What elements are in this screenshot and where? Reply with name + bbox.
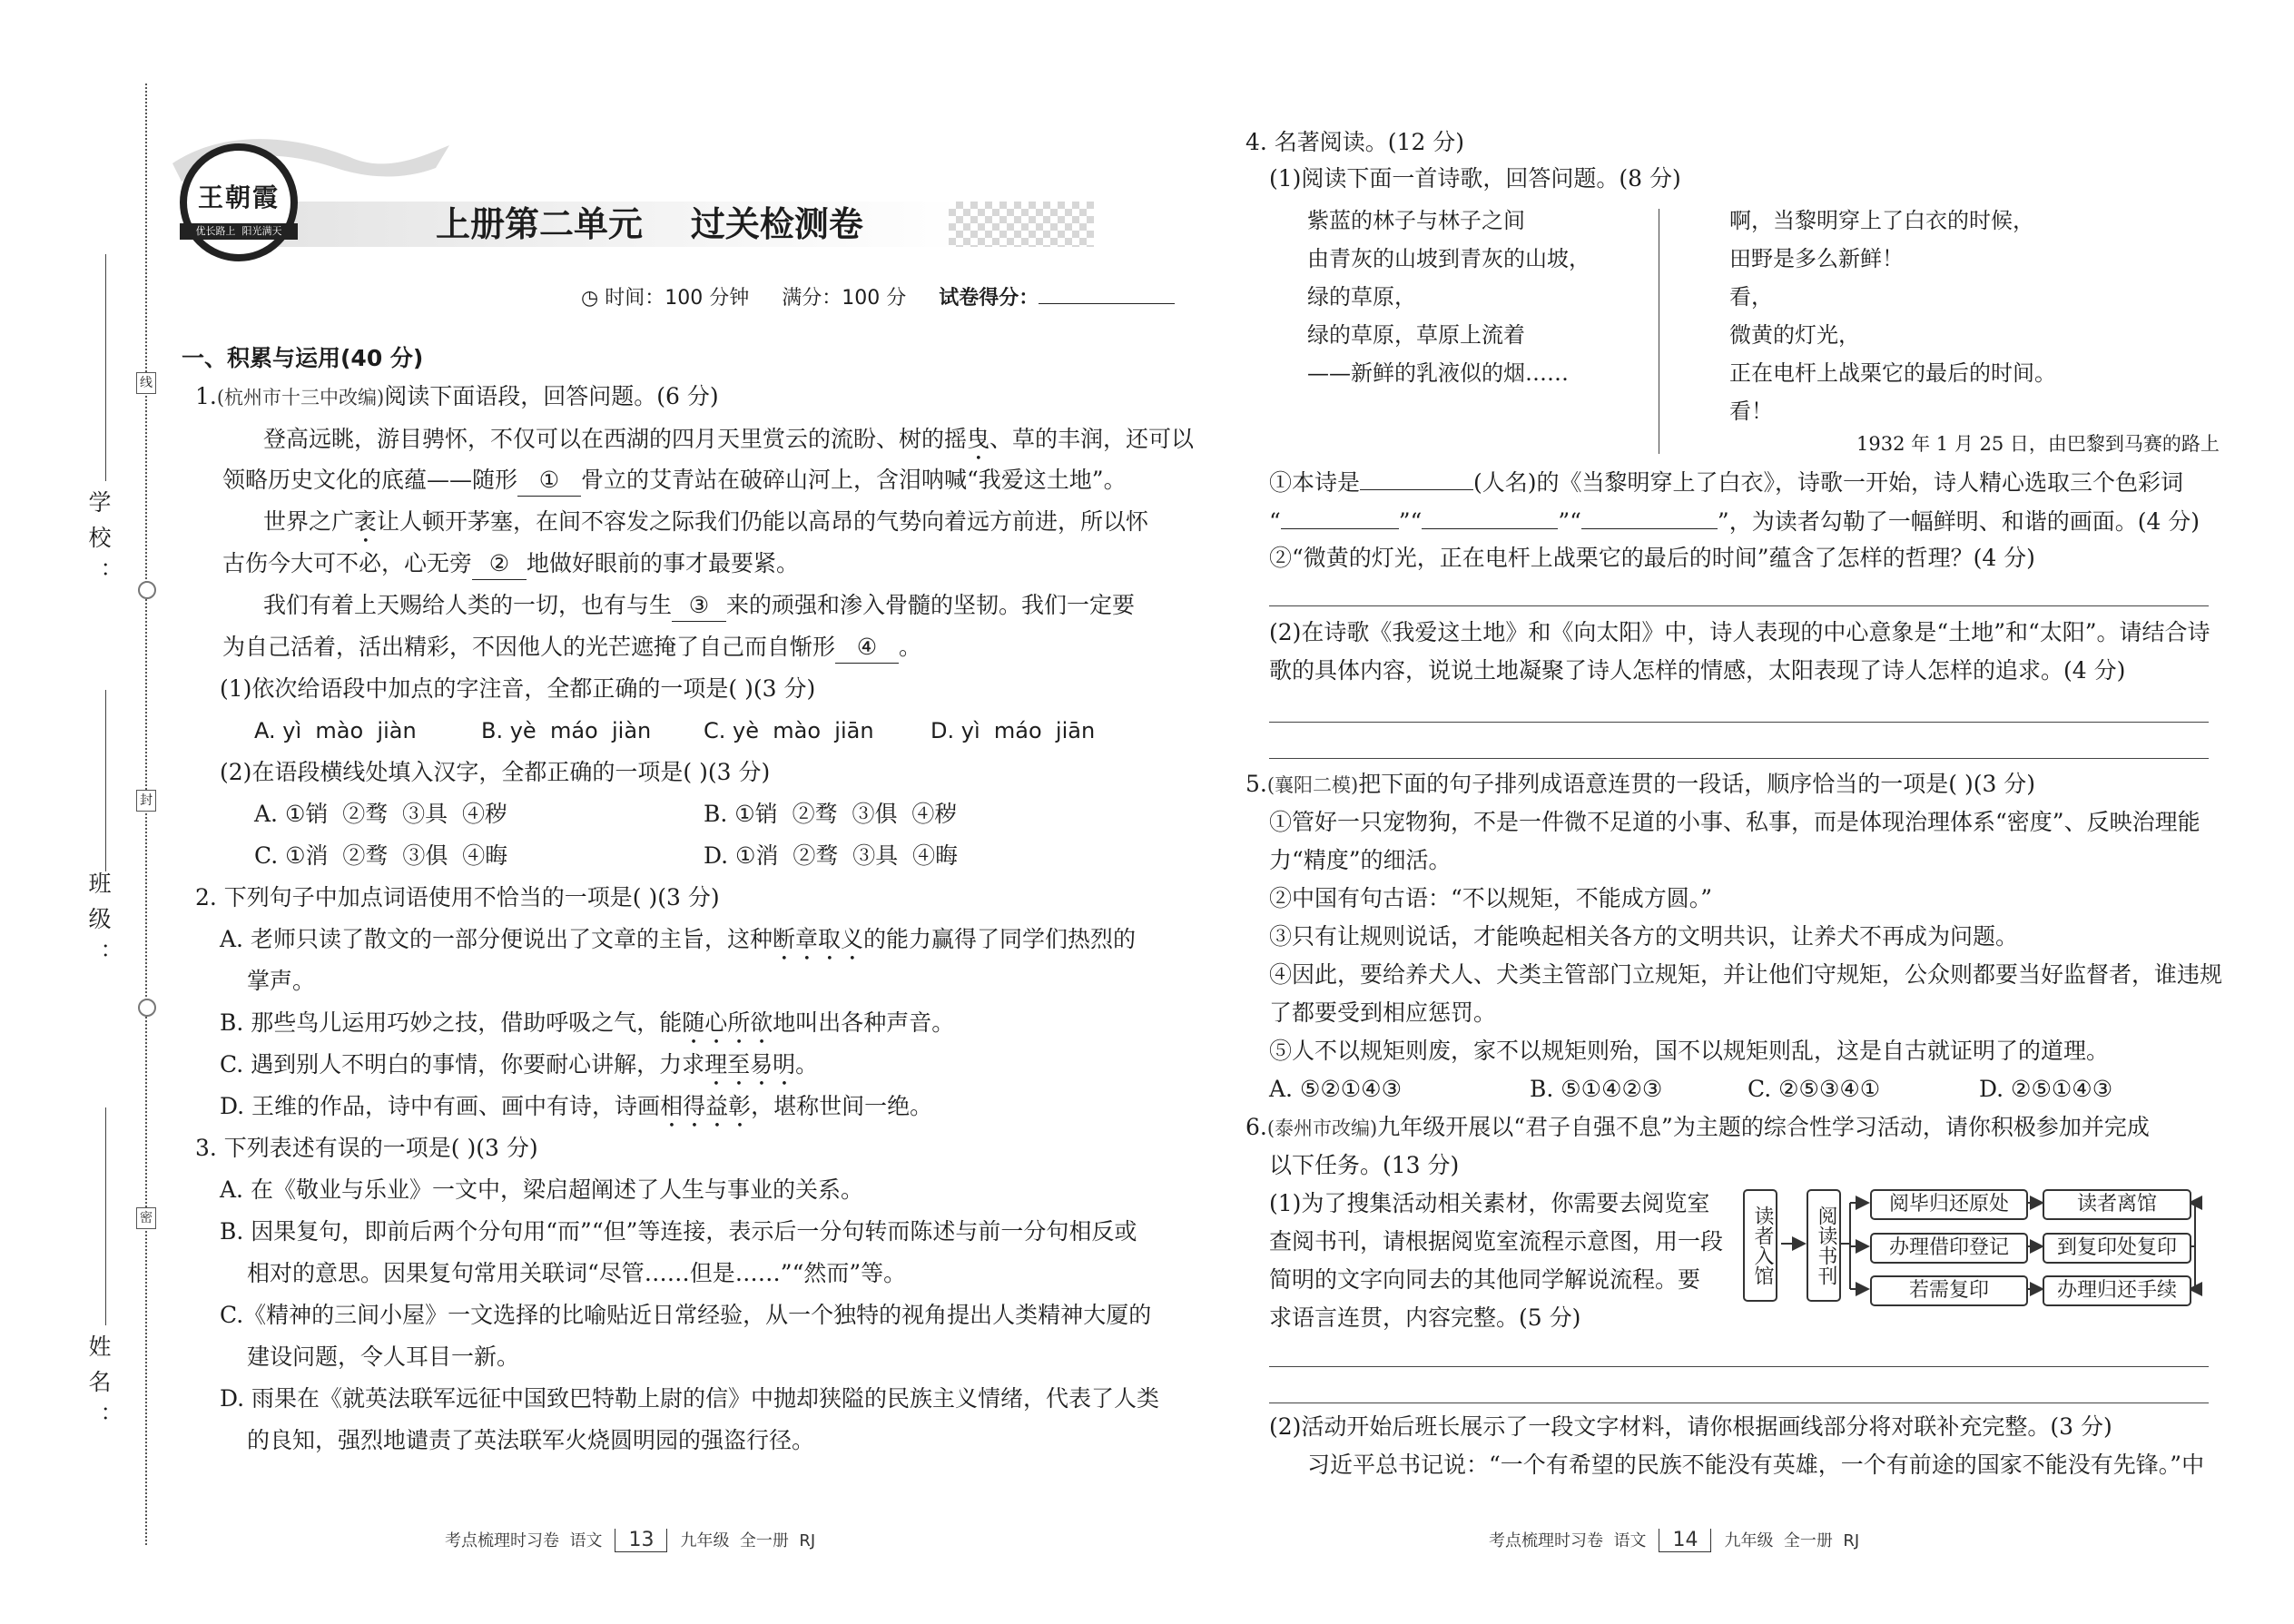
sentence-line: 了都要受到相应惩罚。	[1269, 999, 1497, 1026]
question-6-stem: 6.(泰州市改编)九年级开展以“君子自强不息”为主题的综合性学习活动，请你积极参加并完成	[1245, 1114, 2150, 1140]
flow-box-enter: 读者入馆	[1743, 1189, 1777, 1302]
question-2-stem: 2. 下列句子中加点词语使用不恰当的一项是( )(3 分)	[195, 884, 720, 910]
sidebar-mark-mi: 密	[136, 1207, 156, 1229]
poem-line: 绿的草原，	[1307, 284, 1416, 310]
poem-line: 绿的草原，草原上流着	[1307, 322, 1525, 348]
poem-line: 正在电杆上战栗它的最后的时间。	[1729, 360, 2056, 386]
name-label: 姓名：	[85, 1334, 112, 1441]
option-c[interactable]: C. ①消 ②骛 ③俱 ④晦	[254, 842, 508, 869]
option-b[interactable]: B. 那些鸟儿运用巧妙之技，借助呼吸之气，能随心所欲地叫出各种声音。	[220, 1009, 955, 1036]
sidebar-mark-xian: 线	[136, 372, 156, 394]
logo-banner: 优长路上 阳光满天	[180, 223, 298, 240]
option-a[interactable]: A. ①销 ②骛 ③具 ④秽	[254, 801, 508, 827]
sentence-line: ③只有让规则说话，才能唤起相关各方的文明共识，让养犬不再成为问题。	[1269, 923, 2019, 950]
flow-box-borrow: 办理借印登记	[1870, 1233, 2028, 1264]
question-4-stem: 4. 名著阅读。(12 分)	[1245, 129, 1465, 155]
option-c[interactable]: C. 遇到别人不明白的事情，你要耐心讲解，力求理至易明。	[220, 1051, 819, 1078]
poet-blank[interactable]	[1360, 466, 1473, 490]
flow-box-leave: 读者离馆	[2043, 1189, 2191, 1220]
blank-2[interactable]: ②	[472, 548, 527, 580]
answer-line[interactable]	[1269, 758, 2209, 759]
question-line: ①本诗是 (人名)的《当黎明穿上了白衣》，诗歌一开始，诗人精心选取三个色彩词	[1269, 466, 2183, 498]
option-a-cont: 掌声。	[247, 968, 316, 994]
passage-line: 为自己活着，活出精彩，不因他人的光芒遮掩了自己而自惭形 ④ 。	[222, 632, 921, 664]
page-number: 14	[1659, 1529, 1711, 1552]
header-banner	[222, 191, 1167, 254]
sub-question: (2)在诗歌《我爱这土地》和《向太阳》中，诗人表现的中心意象是“土地”和“太阳”。请结合诗	[1269, 619, 2210, 645]
option-a[interactable]: A. 在《敬业与乐业》一文中，梁启超阐述了人生与事业的关系。	[220, 1176, 863, 1203]
logo-seal	[180, 143, 298, 261]
poem-line: 微黄的灯光，	[1729, 322, 1860, 348]
section-heading: 一、积累与运用(40 分)	[182, 345, 424, 371]
option-b[interactable]: B. yè máo jiàn	[481, 718, 652, 743]
poem-left	[1307, 202, 1590, 392]
poem-line: 田野是多么新鲜！	[1729, 246, 1904, 271]
sub-question: (1)为了搜集活动相关素材，你需要去阅览室	[1269, 1190, 1710, 1216]
sub-question-cont: 歌的具体内容，说说土地凝聚了诗人怎样的情感，太阳表现了诗人怎样的追求。(4 分)	[1269, 657, 2126, 684]
option-a[interactable]: A. ⑤②①④③	[1269, 1076, 1403, 1102]
color-blank-2[interactable]	[1422, 505, 1558, 529]
material-text: 习近平总书记说：“一个有希望的民族不能没有英雄，一个有前途的国家不能没有先锋。”中	[1307, 1452, 2205, 1478]
answer-line[interactable]	[1269, 722, 2209, 723]
flow-box-read: 阅读书刊	[1807, 1189, 1841, 1302]
sentence-line: ④因此，要给养犬人、犬类主管部门立规矩，并让他们守规矩，公众则都要当好监督者，谁违规	[1269, 961, 2223, 988]
flow-box-return-books: 阅毕归还原处	[1870, 1189, 2028, 1220]
sentence-line: ①管好一只宠物狗，不是一件微不足道的小事、私事，而是体现治理体系“密度”、反映治理能	[1269, 809, 2200, 835]
poem-line: 啊，当黎明穿上了白衣的时候，	[1729, 208, 2034, 233]
answer-line[interactable]	[1269, 605, 2209, 606]
clock-icon: ◷	[581, 287, 599, 310]
option-a[interactable]: A. yì mào jiàn	[254, 718, 417, 743]
sub-question-cont: 简明的文字向同去的其他同学解说流程。要	[1269, 1266, 1701, 1293]
hole-circle	[138, 999, 156, 1017]
class-line	[105, 690, 106, 871]
flow-box-copy: 到复印处复印	[2043, 1233, 2191, 1264]
school-line	[105, 254, 106, 481]
exam-info	[581, 281, 1175, 314]
sentence-line: 力“精度”的细活。	[1269, 847, 1452, 873]
option-c-cont: 建设问题，令人耳目一新。	[247, 1343, 520, 1370]
sub-question: (2)活动开始后班长展示了一段文字材料，请你根据画线部分将对联补充完整。(3 分)	[1269, 1413, 2112, 1440]
poem-line: ——新鲜的乳液似的烟……	[1307, 360, 1569, 386]
blank-3[interactable]: ③	[672, 590, 726, 622]
page-title: 上册第二单元 过关检测卷	[436, 204, 863, 244]
hole-circle	[138, 581, 156, 599]
option-d[interactable]: D. yì máo jiān	[930, 718, 1096, 743]
question-text: 阅读下面语段，回答问题。(6 分)	[384, 383, 719, 409]
question-3-stem: 3. 下列表述有误的一项是( )(3 分)	[195, 1135, 538, 1161]
score-label: 试卷得分：	[939, 287, 1039, 310]
color-blank-3[interactable]	[1581, 505, 1718, 529]
sentence-line: ②中国有句古语：“不以规矩，不能成方圆。”	[1269, 885, 1713, 911]
option-d[interactable]: D. 王维的作品，诗中有画、画中有诗，诗画相得益彰，堪称世间一绝。	[220, 1093, 933, 1119]
option-c[interactable]: C. ②⑤③④①	[1748, 1076, 1881, 1102]
binding-line	[145, 84, 147, 1545]
question-number: 1.	[195, 383, 217, 409]
poem-line: 由青灰的山坡到青灰的山坡，	[1307, 246, 1590, 271]
option-d-cont: 的良知，强烈地谴责了英法联军火烧圆明园的强盗行径。	[247, 1427, 815, 1453]
sub-question: (1)依次给语段中加点的字注音，全都正确的一项是( )(3 分)	[220, 675, 816, 702]
option-b[interactable]: B. ⑤①④②③	[1530, 1076, 1663, 1102]
right-footer: 考点梳理时习卷 语文 14 九年级 全一册 RJ	[1489, 1529, 1860, 1551]
sub-question-cont: 求语言连贯，内容完整。(5 分)	[1269, 1304, 1581, 1331]
option-d[interactable]: D. 雨果在《就英法联军远征中国致巴特勒上尉的信》中抛却狭隘的民族主义情绪，代表了人类	[220, 1385, 1160, 1412]
school-label: 学校：	[85, 490, 112, 596]
flow-box-return-proc: 办理归还手续	[2043, 1275, 2191, 1306]
score-input[interactable]	[1039, 281, 1175, 304]
poem-note: 1932 年 1 月 25 日，由巴黎到马赛的路上	[1856, 433, 2220, 455]
poem-line: 看！	[1729, 399, 1773, 424]
class-label: 班级：	[85, 871, 112, 978]
poem-line: 看，	[1729, 284, 1773, 310]
option-c[interactable]: C. yè mào jiān	[704, 718, 874, 743]
question-line: ②“微黄的灯光，正在电杆上战栗它的最后的时间”蕴含了怎样的哲理？(4 分)	[1269, 545, 2035, 571]
option-b-cont: 相对的意思。因果复句常用关联词“尽管……但是……”“然而”等。	[247, 1260, 907, 1286]
question-1-stem	[195, 381, 719, 413]
sidebar-mark-feng: 封	[136, 790, 156, 812]
banner-checker	[949, 202, 1094, 247]
logo-text: 王朝霞	[197, 182, 280, 212]
time-text: 时间：100 分钟	[605, 287, 750, 310]
color-blank-1[interactable]	[1281, 505, 1399, 529]
left-footer: 考点梳理时习卷 语文 13 九年级 全一册 RJ	[445, 1529, 816, 1551]
option-a[interactable]: A. 老师只读了散文的一部分便说出了文章的主旨，这种断章取义的能力赢得了同学们热烈的	[220, 926, 1136, 952]
sub-question: (1)阅读下面一首诗歌，回答问题。(8 分)	[1269, 165, 1681, 192]
answer-line[interactable]	[1269, 1366, 2209, 1367]
flow-box-need-copy: 若需复印	[1870, 1275, 2028, 1306]
question-6-stem-cont: 以下任务。(13 分)	[1269, 1152, 1460, 1178]
option-b[interactable]: B. ①销 ②骛 ③俱 ④秽	[704, 801, 958, 827]
sentence-line: ⑤人不以规矩则废，家不以规矩则殆，国不以规矩则乱，这是自古就证明了的道理。	[1269, 1038, 2110, 1064]
sub-question: (2)在语段横线处填入汉字，全都正确的一项是( )(3 分)	[220, 759, 771, 785]
blank-1[interactable]: ①	[517, 465, 581, 497]
option-d[interactable]: D. ②⑤①④③	[1979, 1076, 2113, 1102]
passage-line: 古伤今大可不必，心无旁 ② 地做好眼前的事才最要紧。	[222, 548, 799, 580]
sub-question-cont: 查阅书刊，请根据阅览室流程示意图，用一段	[1269, 1228, 1724, 1255]
question-source: (杭州市十三中改编)	[216, 387, 385, 408]
option-b[interactable]: B. 因果复句，即前后两个分句用“而”“但”等连接，表示后一分句转而陈述与前一分句相反或	[220, 1218, 1137, 1245]
full-score-text: 满分：100 分	[782, 287, 907, 310]
blank-4[interactable]: ④	[835, 632, 899, 664]
question-line: “ ”“ ”“ ”，为读者勾勒了一幅鲜明、和谐的画面。(4 分)	[1269, 505, 2200, 537]
question-5-stem: 5.(襄阳二模)把下面的句子排列成语意连贯的一段话，顺序恰当的一项是( )(3 分)	[1245, 771, 2036, 797]
page-number: 13	[615, 1529, 667, 1552]
passage-line: 世界之广袤让人顿开茅塞，在间不容发之际我们仍能以高昂的气势向着远方前进，所以怀	[263, 508, 1149, 535]
name-line	[105, 1107, 106, 1325]
passage-line: 领略历史文化的底蕴——随形 ① 骨立的艾青站在破碎山河上，含泪呐喊“我爱这土地”。	[222, 465, 1127, 497]
option-d[interactable]: D. ①消 ②骛 ③具 ④晦	[704, 842, 959, 869]
passage-line: 登高远眺，游目骋怀，不仅可以在西湖的四月天里赏云的流盼、树的摇曳、草的丰润，还可以	[263, 426, 1195, 452]
option-c[interactable]: C.《精神的三间小屋》一文选择的比喻贴近日常经验，从一个独特的视角提出人类精神大厦的	[220, 1302, 1152, 1328]
passage-line: 我们有着上天赐给人类的一切，也有与生 ③ 来的顽强和渗入骨髓的坚韧。我们一定要	[263, 590, 1135, 622]
poem-line: 紫蓝的林子与林子之间	[1307, 208, 1525, 233]
poem-right	[1729, 202, 2056, 430]
